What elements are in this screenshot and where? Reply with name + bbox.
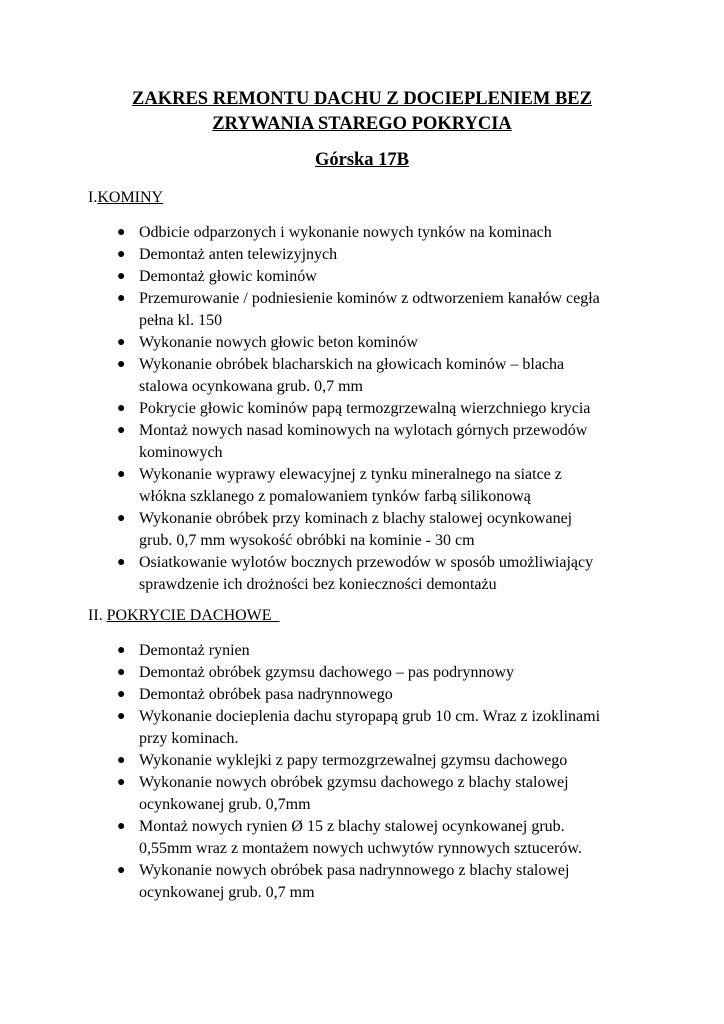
list-item: ● Demontaż rynien [0,640,609,662]
list-item: ● Wykonanie nowych obróbek pasa nadrynnowego z blachy stalowej ocynkowanej grub. 0,7 mm [117,862,570,901]
bullet-icon: ● [117,753,126,768]
document-subtitle: Górska 17B [314,150,410,170]
bullet-icon: ● [117,863,126,878]
section-title: KOMINY [97,189,164,206]
list-item: ● Wykonanie nowych obróbek gzymsu dachowego z blachy stalowej ocynkowanej grub. 0,7mm [117,774,569,813]
list-item: ● Wykonanie nowych głowic beton kominów [0,332,609,354]
title-line-2: ZRYWANIA STAREGO POKRYCIA [212,114,512,134]
bullet-icon: ● [117,643,126,658]
list-item: ● Demontaż głowic kominów [0,266,609,288]
list-item: ● Pokrycie głowic kominów papą termozgrzewalną wierzchniego krycia [0,398,609,420]
bullet-icon: ● [117,709,126,724]
document-title [60,87,664,137]
list-item: ● Montaż nowych nasad kominowych na wylotach górnych przewodów kominowych [117,422,588,461]
list-item: ● Wykonanie docieplenia dachu styropapą grub 10 cm. Wraz z izoklinami przy kominach. [117,708,601,747]
bullet-icon: ● [117,357,126,372]
bullet-icon: ● [117,423,126,438]
bullet-icon: ● [117,665,126,680]
list-item: ● Montaż nowych rynien Ø 15 z blachy stalowej ocynkowanej grub. 0,55mm wraz z montażem nowych uchwytów rynnowych sztucerów. [117,818,582,857]
list-item: ● Demontaż anten telewizyjnych [0,244,609,266]
bullet-icon: ● [117,401,126,416]
list-item: ● Przemurowanie / podniesienie kominów z odtworzeniem kanałów cegła pełna kl. 150 [117,290,600,329]
list-item: ● Odbicie odparzonych i wykonanie nowych tynków na kominach [0,222,609,244]
bullet-icon: ● [117,467,126,482]
bullet-icon: ● [117,555,126,570]
bullet-icon: ● [117,247,126,262]
bullet-icon: ● [117,269,126,284]
bullet-icon: ● [117,335,126,350]
list-item: ● Wykonanie wyklejki z papy termozgrzewalnej gzymsu dachowego [0,750,609,772]
section-prefix: II. [88,607,107,624]
bullet-icon: ● [117,511,126,526]
section-list-pokrycie [0,640,724,904]
section-heading-kominy [88,188,163,208]
list-item: ● Osiatkowanie wylotów bocznych przewodów w sposób umożliwiający sprawdzenie ich drożności bez konieczności demontażu [117,554,594,593]
bullet-icon: ● [117,687,126,702]
section-title: POKRYCIE DACHOWE [106,607,280,624]
bullet-icon: ● [117,819,126,834]
list-item: ● Demontaż obróbek gzymsu dachowego – pas podrynnowy [0,662,609,684]
section-list-kominy [0,222,724,596]
bullet-icon: ● [117,775,126,790]
section-prefix: I. [88,189,98,206]
section-heading-pokrycie [88,606,280,626]
bullet-icon: ● [117,225,126,240]
title-line-1: ZAKRES REMONTU DACHU Z DOCIEPLENIEM BEZ [132,89,592,109]
list-item: ● Demontaż obróbek pasa nadrynnowego [0,684,609,706]
list-item: ● Wykonanie obróbek blacharskich na głowicach kominów – blacha stalowa ocynkowana grub. 0,7 mm [117,356,565,395]
list-item: ● Wykonanie obróbek przy kominach z blachy stalowej ocynkowanej grub. 0,7 mm wysokość obróbki na kominie - 30 cm [117,510,573,549]
list-item: ● Wykonanie wyprawy elewacyjnej z tynku mineralnego na siatce z włókna szklanego z pomalowaniem tynków farbą silikonową [117,466,562,505]
bullet-icon: ● [117,291,126,306]
